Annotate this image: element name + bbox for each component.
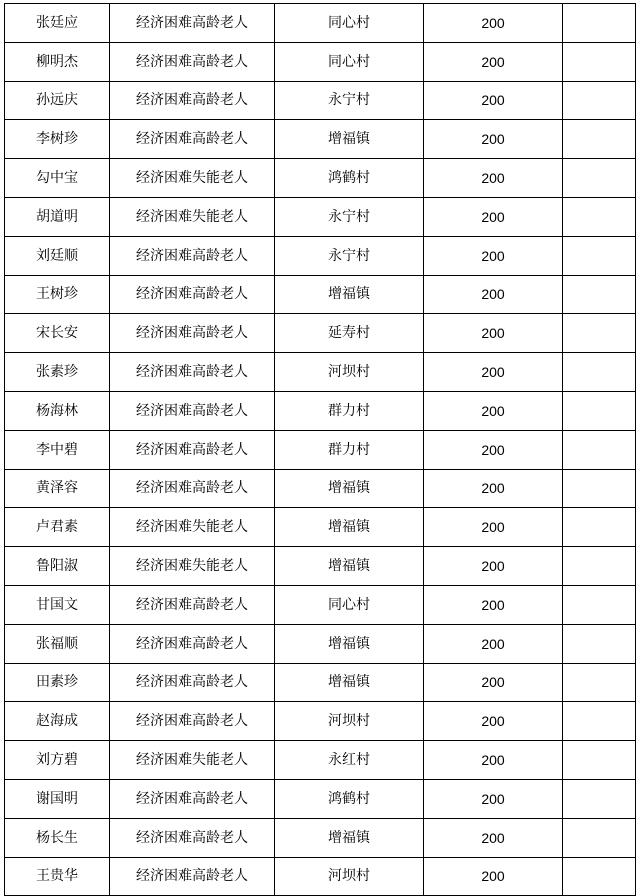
village-cell: 群力村 <box>275 430 424 469</box>
village-cell: 增福镇 <box>275 469 424 508</box>
table-row <box>5 857 636 896</box>
name-cell: 甘国文 <box>5 585 110 624</box>
village-cell: 永红村 <box>275 741 424 780</box>
table-row <box>5 120 636 159</box>
amount-cell: 200 <box>424 624 563 663</box>
category-cell: 经济困难高龄老人 <box>110 81 275 120</box>
category-cell: 经济困难失能老人 <box>110 159 275 198</box>
category-cell: 经济困难高龄老人 <box>110 391 275 430</box>
note-cell <box>563 702 636 741</box>
amount-cell: 200 <box>424 353 563 392</box>
category-cell: 经济困难高龄老人 <box>110 469 275 508</box>
name-cell: 王贵华 <box>5 857 110 896</box>
note-cell <box>563 547 636 586</box>
amount-cell: 200 <box>424 430 563 469</box>
amount-cell: 200 <box>424 275 563 314</box>
name-cell: 胡道明 <box>5 197 110 236</box>
note-cell <box>563 42 636 81</box>
village-cell: 同心村 <box>275 585 424 624</box>
category-cell: 经济困难高龄老人 <box>110 779 275 818</box>
name-cell: 刘方碧 <box>5 741 110 780</box>
name-cell: 柳明杰 <box>5 42 110 81</box>
village-cell: 河坝村 <box>275 353 424 392</box>
category-cell: 经济困难高龄老人 <box>110 857 275 896</box>
amount-cell: 200 <box>424 391 563 430</box>
note-cell <box>563 391 636 430</box>
note-cell <box>563 624 636 663</box>
table-row <box>5 624 636 663</box>
village-cell: 鸿鹤村 <box>275 779 424 818</box>
name-cell: 杨海林 <box>5 391 110 430</box>
table-row <box>5 4 636 43</box>
amount-cell: 200 <box>424 508 563 547</box>
table-row <box>5 779 636 818</box>
amount-cell: 200 <box>424 857 563 896</box>
note-cell <box>563 353 636 392</box>
name-cell: 张福顺 <box>5 624 110 663</box>
note-cell <box>563 275 636 314</box>
table-row <box>5 236 636 275</box>
amount-cell: 200 <box>424 547 563 586</box>
amount-cell: 200 <box>424 236 563 275</box>
note-cell <box>563 779 636 818</box>
amount-cell: 200 <box>424 663 563 702</box>
note-cell <box>563 236 636 275</box>
amount-cell: 200 <box>424 741 563 780</box>
amount-cell: 200 <box>424 42 563 81</box>
village-cell: 增福镇 <box>275 818 424 857</box>
amount-cell: 200 <box>424 314 563 353</box>
amount-cell: 200 <box>424 779 563 818</box>
village-cell: 同心村 <box>275 4 424 43</box>
village-cell: 增福镇 <box>275 547 424 586</box>
note-cell <box>563 508 636 547</box>
note-cell <box>563 818 636 857</box>
village-cell: 鸿鹤村 <box>275 159 424 198</box>
name-cell: 张廷应 <box>5 4 110 43</box>
table-row <box>5 547 636 586</box>
village-cell: 河坝村 <box>275 857 424 896</box>
name-cell: 赵海成 <box>5 702 110 741</box>
name-cell: 张素珍 <box>5 353 110 392</box>
name-cell: 谢国明 <box>5 779 110 818</box>
village-cell: 延寿村 <box>275 314 424 353</box>
subsidy-list-table <box>4 3 636 896</box>
table-row <box>5 42 636 81</box>
note-cell <box>563 857 636 896</box>
category-cell: 经济困难高龄老人 <box>110 624 275 663</box>
village-cell: 增福镇 <box>275 663 424 702</box>
note-cell <box>563 469 636 508</box>
name-cell: 勾中宝 <box>5 159 110 198</box>
amount-cell: 200 <box>424 469 563 508</box>
amount-cell: 200 <box>424 81 563 120</box>
category-cell: 经济困难高龄老人 <box>110 42 275 81</box>
table-row <box>5 469 636 508</box>
village-cell: 增福镇 <box>275 508 424 547</box>
table-row <box>5 585 636 624</box>
note-cell <box>563 314 636 353</box>
village-cell: 永宁村 <box>275 81 424 120</box>
note-cell <box>563 159 636 198</box>
category-cell: 经济困难高龄老人 <box>110 702 275 741</box>
table-row <box>5 159 636 198</box>
village-cell: 永宁村 <box>275 197 424 236</box>
table-body <box>5 4 636 896</box>
name-cell: 王树珍 <box>5 275 110 314</box>
table-row <box>5 391 636 430</box>
note-cell <box>563 663 636 702</box>
table-row <box>5 663 636 702</box>
category-cell: 经济困难失能老人 <box>110 741 275 780</box>
amount-cell: 200 <box>424 818 563 857</box>
table-row <box>5 430 636 469</box>
note-cell <box>563 585 636 624</box>
table-row <box>5 81 636 120</box>
note-cell <box>563 4 636 43</box>
village-cell: 增福镇 <box>275 275 424 314</box>
category-cell: 经济困难高龄老人 <box>110 120 275 159</box>
category-cell: 经济困难高龄老人 <box>110 585 275 624</box>
table-row <box>5 353 636 392</box>
name-cell: 鲁阳淑 <box>5 547 110 586</box>
name-cell: 宋长安 <box>5 314 110 353</box>
name-cell: 李中碧 <box>5 430 110 469</box>
note-cell <box>563 741 636 780</box>
table-row <box>5 702 636 741</box>
village-cell: 同心村 <box>275 42 424 81</box>
category-cell: 经济困难失能老人 <box>110 508 275 547</box>
name-cell: 卢君素 <box>5 508 110 547</box>
category-cell: 经济困难高龄老人 <box>110 275 275 314</box>
category-cell: 经济困难高龄老人 <box>110 430 275 469</box>
table-row <box>5 197 636 236</box>
table-row <box>5 741 636 780</box>
village-cell: 增福镇 <box>275 120 424 159</box>
category-cell: 经济困难高龄老人 <box>110 314 275 353</box>
category-cell: 经济困难失能老人 <box>110 547 275 586</box>
category-cell: 经济困难高龄老人 <box>110 663 275 702</box>
note-cell <box>563 120 636 159</box>
table-row <box>5 818 636 857</box>
name-cell: 黄泽容 <box>5 469 110 508</box>
name-cell: 孙远庆 <box>5 81 110 120</box>
village-cell: 增福镇 <box>275 624 424 663</box>
amount-cell: 200 <box>424 4 563 43</box>
note-cell <box>563 197 636 236</box>
category-cell: 经济困难失能老人 <box>110 197 275 236</box>
amount-cell: 200 <box>424 120 563 159</box>
table-row <box>5 508 636 547</box>
village-cell: 河坝村 <box>275 702 424 741</box>
note-cell <box>563 81 636 120</box>
category-cell: 经济困难高龄老人 <box>110 236 275 275</box>
name-cell: 田素珍 <box>5 663 110 702</box>
category-cell: 经济困难高龄老人 <box>110 353 275 392</box>
table-row <box>5 275 636 314</box>
name-cell: 杨长生 <box>5 818 110 857</box>
name-cell: 刘廷顺 <box>5 236 110 275</box>
village-cell: 永宁村 <box>275 236 424 275</box>
note-cell <box>563 430 636 469</box>
amount-cell: 200 <box>424 702 563 741</box>
category-cell: 经济困难高龄老人 <box>110 818 275 857</box>
village-cell: 群力村 <box>275 391 424 430</box>
name-cell: 李树珍 <box>5 120 110 159</box>
amount-cell: 200 <box>424 197 563 236</box>
amount-cell: 200 <box>424 585 563 624</box>
category-cell: 经济困难高龄老人 <box>110 4 275 43</box>
amount-cell: 200 <box>424 159 563 198</box>
table-row <box>5 314 636 353</box>
